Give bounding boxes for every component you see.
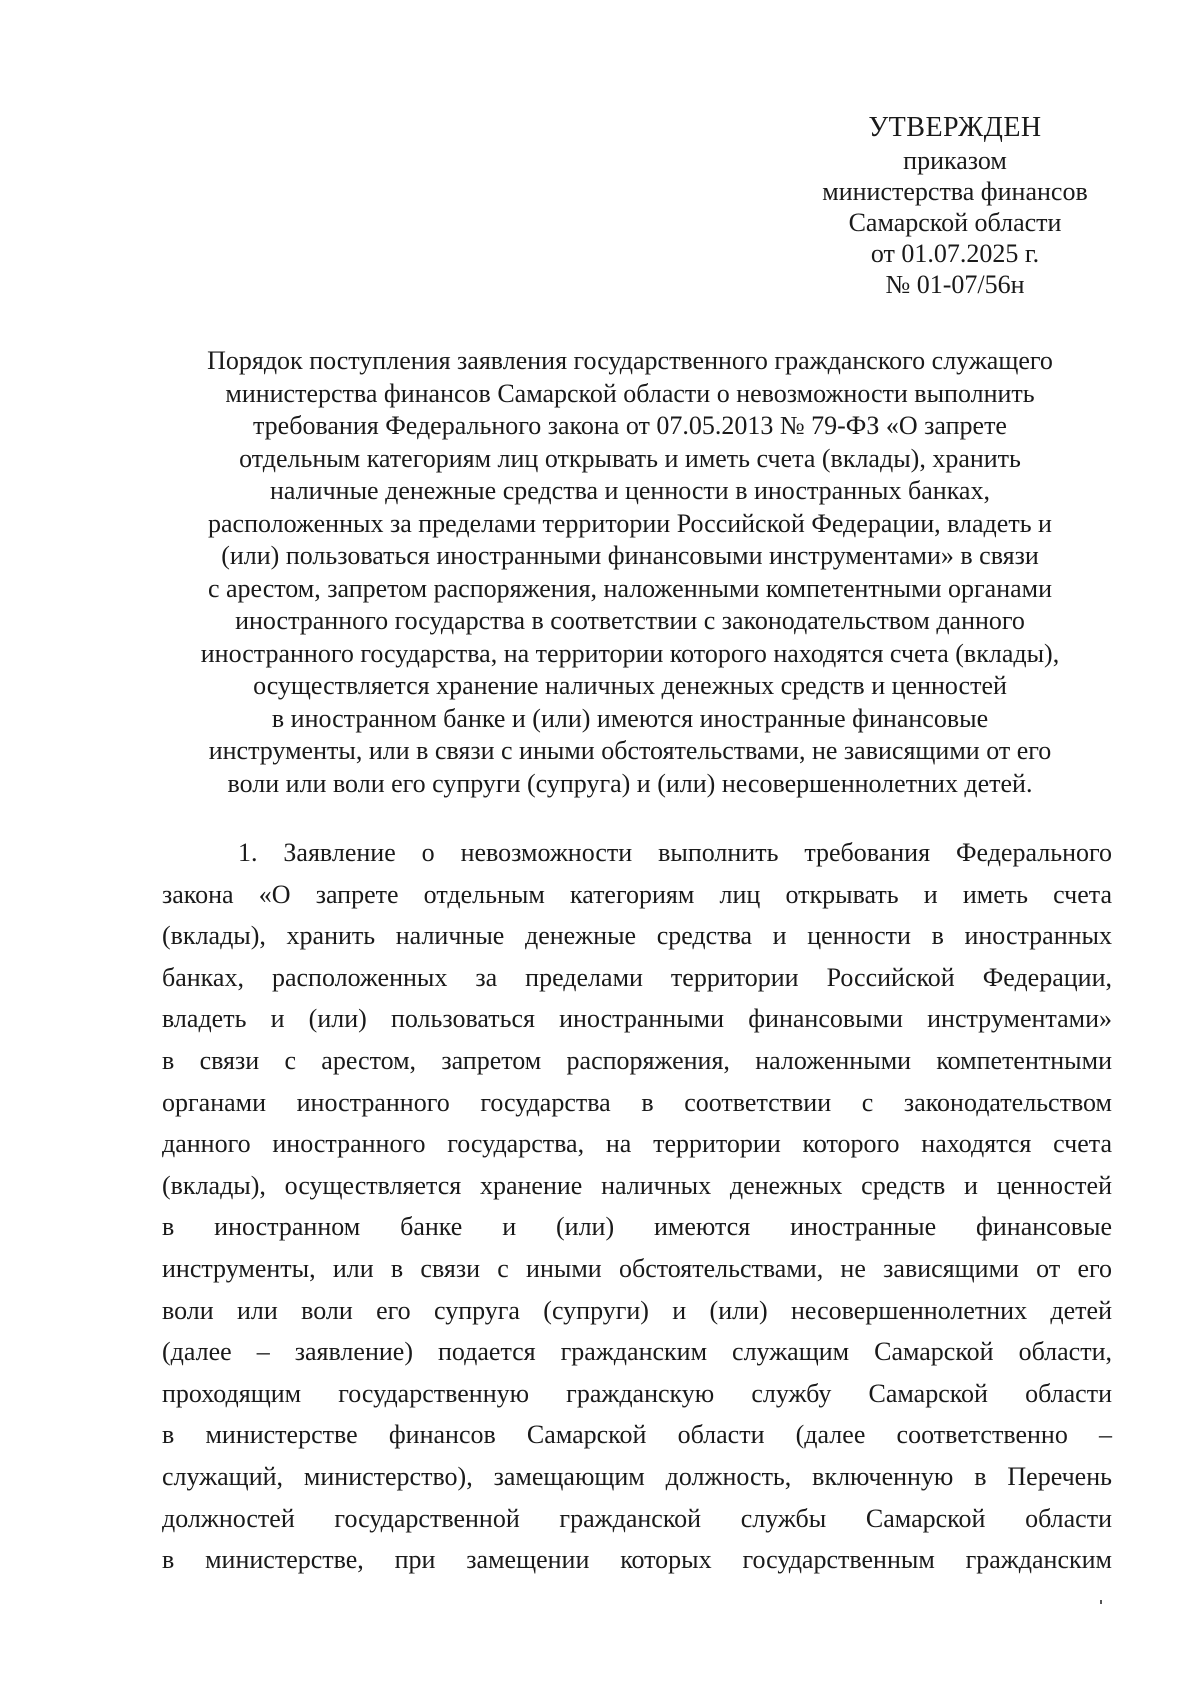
title-line: Порядок поступления заявления государственного гражданского служащего [207,346,1053,375]
paragraph-line: (далее – заявление) подается гражданским служащим Самарской области, [162,1337,1112,1367]
paragraph-line: в министерстве финансов Самарской области (далее соответственно – [162,1420,1112,1450]
paragraph-line: банках, расположенных за пределами территории Российской Федерации, [162,962,1112,992]
paragraph-line: в связи с арестом, запретом распоряжения, наложенными компетентными [162,1045,1112,1075]
approval-stamp-block [790,112,1120,300]
paragraph-line: владеть и (или) пользоваться иностранными финансовыми инструментами» [162,1004,1112,1034]
title-line: иностранного государства в соответствии с законодательством данного [235,606,1025,635]
paragraph-line: в иностранном банке и (или) имеются иностранные финансовые [162,1212,1112,1242]
title-line: в иностранном банке и (или) имеются иностранные финансовые [271,703,989,733]
paragraph-line: служащий, министерство), замещающим должность, включенную в Перечень [162,1461,1112,1491]
approval-heading: УТВЕРЖДЕН [868,112,1042,143]
paragraph-line: органами иностранного государства в соответствии с законодательством [162,1087,1112,1117]
approval-date: от 01.07.2025 г. [870,239,1040,268]
title-line: инструменты, или в связи с иными обстоятельствами, не зависящими от его [208,736,1052,765]
title-line: расположенных за пределами территории Российской Федерации, владеть и [208,508,1052,538]
paragraph-line: закона «О запрете отдельным категориям лиц открывать и иметь счета [162,879,1112,909]
title-line: осуществляется хранение наличных денежных средств и ценностей [253,671,1007,700]
approval-line: министерства финансов [822,177,1088,206]
paragraph-line: данного иностранного государства, на территории которого находятся счета [162,1129,1112,1159]
title-line: министерства финансов Самарской области о невозможности выполнить [225,378,1035,408]
paragraph-line: должностей государственной гражданской службы Самарской области [162,1503,1112,1533]
document-title [150,345,1110,800]
paragraph-line: воли или воли его супруга (супруги) и (или) несовершеннолетних детей [162,1295,1112,1325]
title-line: воли или воли его супруги (супруга) и (или) несовершеннолетних детей. [227,768,1033,798]
approval-line: приказом [903,146,1007,175]
paragraph-line: инструменты, или в связи с иными обстоятельствами, не зависящими от его [162,1253,1112,1283]
scan-speck [1100,1600,1102,1604]
paragraph-line: 1. Заявление о невозможности выполнить требования Федерального [238,838,1112,867]
title-line: иностранного государства, на территории которого находятся счета (вклады), [200,638,1060,668]
title-line: отдельным категориям лиц открывать и иметь счета (вклады), хранить [239,443,1021,473]
paragraph-line: проходящим государственную гражданскую службу Самарской области [162,1378,1112,1408]
approval-line: Самарской области [848,208,1062,237]
title-line: требования Федерального закона от 07.05.2013 № 79-ФЗ «О запрете [253,411,1007,440]
paragraph-1 [162,832,1112,1581]
title-line: (или) пользоваться иностранными финансовыми инструментами» в связи [221,541,1039,570]
approval-number: № 01-07/56н [885,270,1025,299]
paragraph-line: в министерстве, при замещении которых государственным гражданским [162,1545,1112,1575]
paragraph-line: (вклады), осуществляется хранение наличных денежных средств и ценностей [162,1170,1112,1200]
paragraph-line: (вклады), хранить наличные денежные средства и ценности в иностранных [162,921,1112,951]
title-line: с арестом, запретом распоряжения, наложенными компетентными органами [207,573,1053,603]
title-line: наличные денежные средства и ценности в иностранных банках, [270,476,990,505]
